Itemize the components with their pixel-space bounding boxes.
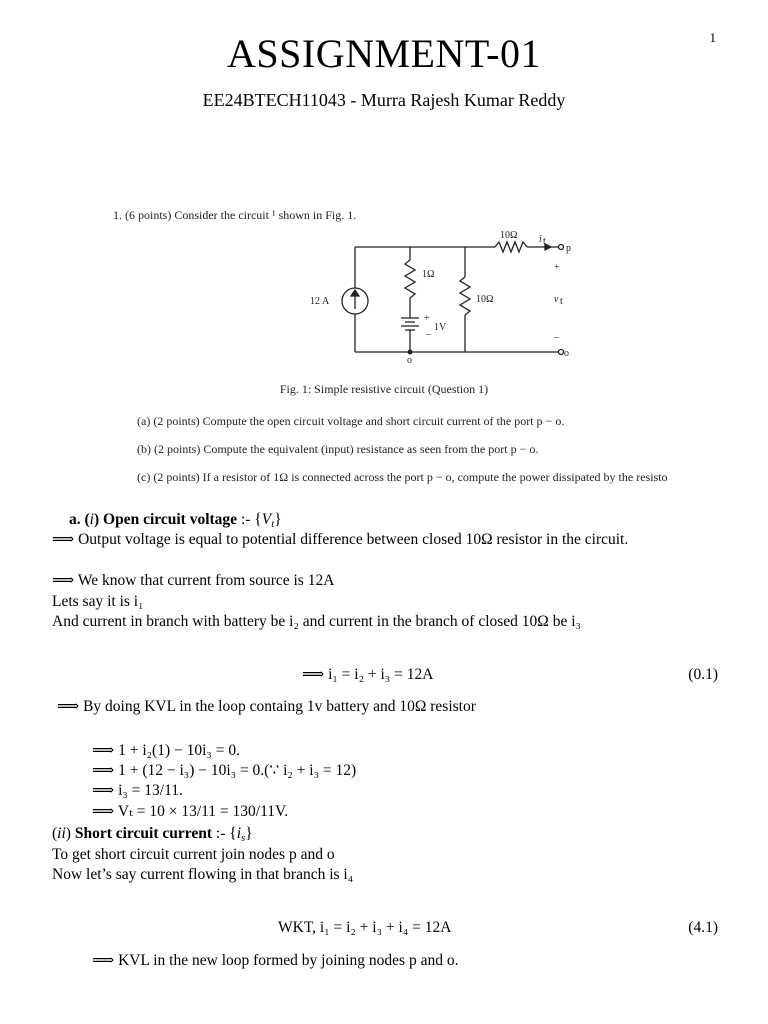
derivation-step: ⟹ i₃ = 13/11.: [92, 782, 183, 799]
section-heading-b: (ii) Short circuit current :- $\{i_s\}$: [52, 825, 253, 844]
battery-minus: −: [426, 330, 432, 341]
one-ohm-label: 1Ω: [422, 269, 435, 280]
battery-plus: +: [424, 313, 430, 324]
port-plus: +: [554, 262, 560, 273]
author-line: EE24BTECH11043 - Murra Rajesh Kumar Reddy: [202, 90, 566, 110]
equation-number: (4.1): [688, 919, 718, 936]
paragraph: Lets say it is i₁: [52, 593, 144, 610]
paragraph: Now let’s say current flowing in that branch is i₄: [52, 866, 354, 883]
node-o-label: o: [564, 348, 569, 359]
equation-number: (0.1): [688, 666, 718, 683]
paragraph: ⟹ By doing KVL in the loop containg 1v battery and 10Ω resistor: [57, 698, 476, 715]
equation: ⟹ i₁ = i₂ + i₃ = 12A: [302, 666, 434, 683]
paragraph: ⟹ KVL in the new loop formed by joining nodes p and o.: [92, 952, 459, 969]
circuit-figure: [300, 224, 590, 364]
paragraph: To get short circuit current join nodes p and o: [52, 846, 335, 863]
ground-node-label: o: [407, 355, 412, 364]
source-label: 12 A: [310, 296, 330, 307]
figure-caption: Fig. 1: Simple resistive circuit (Question 1): [279, 382, 489, 396]
shunt-resistor-label: 10Ω: [476, 294, 494, 305]
vt-label: v: [554, 294, 559, 305]
paragraph: And current in branch with battery be i₂ and current in the branch of closed 10Ω be i₃: [52, 613, 581, 630]
paragraph: ⟹ We know that current from source is 12A: [52, 572, 335, 589]
derivation-step: ⟹ 1 + (12 − i₃) − 10i₃ = 0.(∵ i₂ + i₃ = 12): [92, 762, 357, 779]
page-title: ASSIGNMENT-01: [227, 31, 541, 76]
question-part-b: (b) (2 points) Compute the equivalent (input) resistance as seen from the port p − o.: [137, 442, 539, 456]
vt-sub: t: [560, 296, 563, 307]
series-resistor-label: 10Ω: [500, 230, 518, 241]
question-part-a: (a) (2 points) Compute the open circuit voltage and short circuit current of the port p − o.: [137, 414, 565, 428]
paragraph: ⟹ Output voltage is equal to potential difference between closed 10Ω resistor in the circuit.: [52, 531, 629, 548]
section-heading-a: a. (i) Open circuit voltage :- $\{V_t\}$: [69, 511, 282, 530]
question-intro: 1. (6 points) Consider the circuit ¹ shown in Fig. 1.: [113, 208, 357, 222]
solution-body: [52, 510, 718, 990]
current-sub: t: [543, 236, 546, 247]
node-p-label: p: [566, 243, 571, 254]
battery-label: 1V: [434, 322, 447, 333]
question-part-c: (c) (2 points) If a resistor of 1Ω is connected across the port p − o, compute the power dissipated by the resisto: [137, 470, 668, 484]
port-minus: −: [554, 333, 560, 344]
equation: WKT, i₁ = i₂ + i₃ + i₄ = 12A: [278, 919, 452, 936]
page-number: 1: [709, 30, 716, 45]
current-label: i: [539, 234, 542, 245]
derivation-step: ⟹ 1 + i₂(1) − 10i₃ = 0.: [92, 742, 240, 759]
derivation-step: ⟹ Vₜ = 10 × 13/11 = 130/11V.: [92, 803, 289, 820]
